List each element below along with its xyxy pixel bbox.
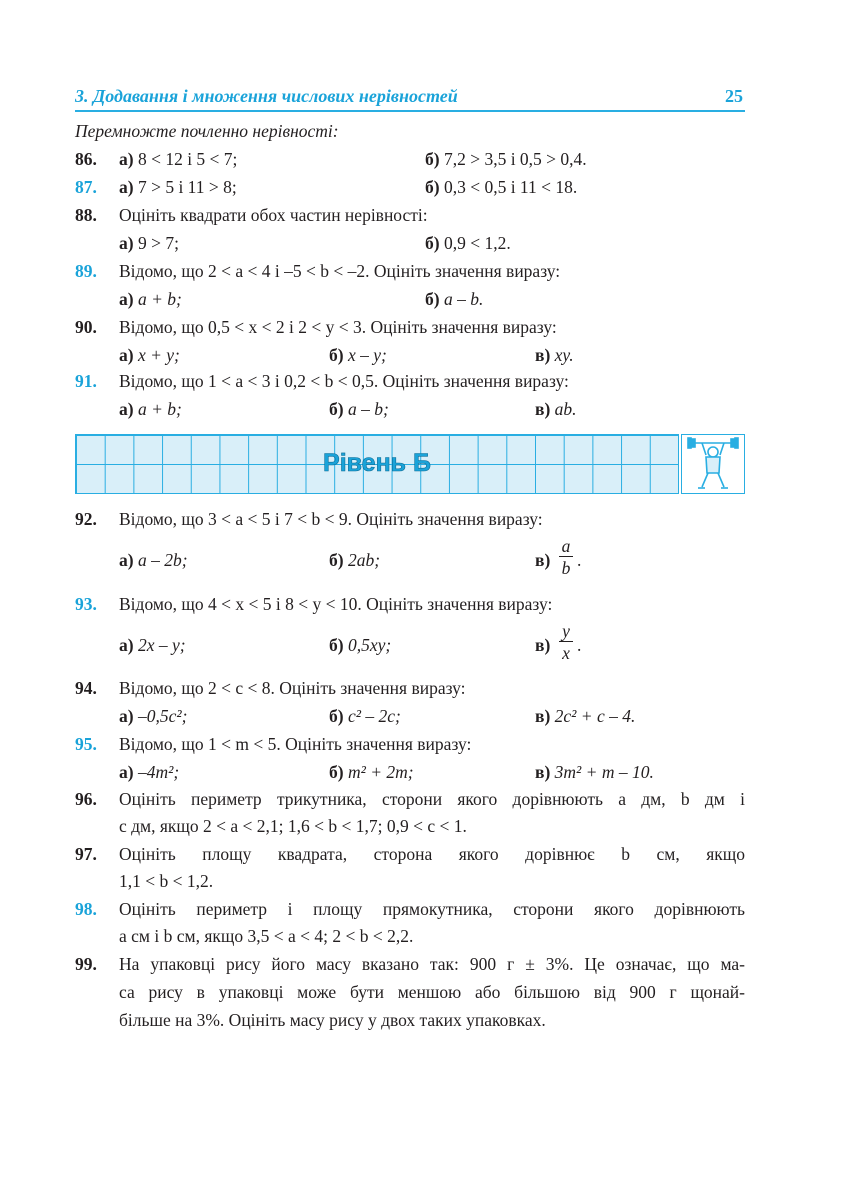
level-banner — [75, 434, 745, 494]
item-label-b: б) — [329, 635, 344, 655]
exercise-number: 86. — [75, 149, 97, 169]
banner-title: Рівень Б — [323, 449, 431, 477]
item-b: x – y; — [347, 345, 387, 365]
exercise-text: са рису в упаковці може бути меншою або більшою від 900 г щонай- — [119, 982, 745, 1002]
item-a: 9 > 7; — [137, 233, 179, 253]
item-a: 7 > 5 і 11 > 8; — [137, 177, 237, 197]
item-c: ab. — [554, 399, 577, 419]
item-label-a: а) — [119, 233, 134, 253]
exercise-number: 95. — [75, 734, 97, 754]
weightlifter-icon — [681, 434, 745, 494]
item-label-b: б) — [425, 233, 440, 253]
item-a: a + b; — [137, 399, 182, 419]
fraction-numerator: y — [562, 621, 570, 641]
exercise-text: Відомо, що 1 < m < 5. Оцініть значення виразу: — [119, 734, 472, 754]
exercise-number: 89. — [75, 261, 97, 281]
item-label-c: в) — [535, 399, 551, 419]
fraction-denominator: x — [562, 643, 570, 663]
exercise-text: 1,1 < b < 1,2. — [119, 871, 214, 891]
item-label-c: в) — [535, 550, 551, 570]
fraction-numerator: a — [561, 536, 571, 556]
item-label-a: а) — [119, 635, 134, 655]
item-label-b: б) — [329, 706, 344, 726]
item-b: a – b. — [443, 289, 484, 309]
item-c: 3m² + m – 10. — [554, 762, 654, 782]
item-label-a: а) — [119, 399, 134, 419]
item-a: –4m²; — [137, 762, 180, 782]
item-c-end: . — [577, 635, 582, 655]
exercise-number: 92. — [75, 509, 97, 529]
item-a: –0,5c²; — [137, 706, 188, 726]
exercise-text: Відомо, що 1 < a < 3 і 0,2 < b < 0,5. Оцініть значення виразу: — [119, 371, 569, 391]
item-label-c: в) — [535, 345, 551, 365]
item-b: 2ab; — [347, 550, 381, 570]
exercise-number: 88. — [75, 205, 97, 225]
exercise-number: 90. — [75, 317, 97, 337]
item-b: 0,3 < 0,5 і 11 < 18. — [443, 177, 578, 197]
item-label-a: а) — [119, 177, 134, 197]
exercise-number: 96. — [75, 789, 97, 809]
item-a: 2x – y; — [137, 635, 186, 655]
item-label-b: б) — [425, 289, 440, 309]
page-header — [75, 86, 745, 112]
item-label-b: б) — [329, 550, 344, 570]
exercise-number: 98. — [75, 899, 97, 919]
exercise-text: Оцініть квадрати обох частин нерівності: — [119, 205, 428, 225]
item-c: 2c² + c – 4. — [554, 706, 636, 726]
exercise-text: більше на 3%. Оцініть масу рису у двох таких упаковках. — [119, 1010, 546, 1030]
item-label-b: б) — [329, 345, 344, 365]
fraction-denominator: b — [561, 558, 571, 578]
exercise-text: Відомо, що 2 < c < 8. Оцініть значення виразу: — [119, 678, 466, 698]
item-label-c: в) — [535, 706, 551, 726]
exercise-text: Оцініть площу квадрата, сторона якого дорівнює b см, якщо — [119, 844, 745, 864]
exercise-number: 93. — [75, 594, 97, 614]
item-a: x + y; — [137, 345, 180, 365]
section-title: 3. Додавання і множення числових нерівностей — [75, 86, 458, 106]
exercise-text: Відомо, що 2 < a < 4 і –5 < b < –2. Оцініть значення виразу: — [119, 261, 561, 281]
item-label-b: б) — [329, 762, 344, 782]
exercise-text: На упаковці рису його масу вказано так: 900 г ± 3%. Це означає, що ма- — [119, 954, 745, 974]
exercise-number: 97. — [75, 844, 97, 864]
exercise-number: 91. — [75, 371, 97, 391]
page-number: 25 — [725, 86, 743, 106]
exercise-text: a см і b см, якщо 3,5 < a < 4; 2 < b < 2,2. — [119, 926, 414, 946]
item-b: 0,9 < 1,2. — [443, 233, 511, 253]
item-label-b: б) — [425, 177, 440, 197]
item-label-a: а) — [119, 762, 134, 782]
exercise-number: 94. — [75, 678, 97, 698]
item-label-a: а) — [119, 345, 134, 365]
exercise-text: Оцініть периметр трикутника, сторони якого дорівнюють a дм, b дм і — [119, 789, 745, 809]
exercise-text: Оцініть периметр і площу прямокутника, сторони якого дорівнюють — [119, 899, 745, 919]
exercise-text: Відомо, що 3 < a < 5 і 7 < b < 9. Оцініть значення виразу: — [119, 509, 543, 529]
exercise-text: Відомо, що 0,5 < x < 2 і 2 < y < 3. Оцініть значення виразу: — [119, 317, 557, 337]
exercise-text: Відомо, що 4 < x < 5 і 8 < y < 10. Оцініть значення виразу: — [119, 594, 553, 614]
item-label-a: а) — [119, 289, 134, 309]
intro-text: Перемножте почленно нерівності: — [75, 121, 339, 141]
item-a: a – 2b; — [137, 550, 188, 570]
item-label-b: б) — [329, 399, 344, 419]
item-b: 7,2 > 3,5 і 0,5 > 0,4. — [443, 149, 587, 169]
exercise-number: 99. — [75, 954, 97, 974]
exercise-text: c дм, якщо 2 < a < 2,1; 1,6 < b < 1,7; 0,9 < c < 1. — [119, 816, 467, 836]
item-c: xy. — [554, 345, 574, 365]
exercise-number: 87. — [75, 177, 97, 197]
item-label-a: а) — [119, 149, 134, 169]
item-label-a: а) — [119, 550, 134, 570]
item-b: c² – 2c; — [347, 706, 401, 726]
item-b: m² + 2m; — [347, 762, 414, 782]
item-label-a: а) — [119, 706, 134, 726]
item-b: a – b; — [347, 399, 389, 419]
item-c-end: . — [577, 550, 582, 570]
fraction — [559, 620, 573, 664]
item-label-b: б) — [425, 149, 440, 169]
item-label-c: в) — [535, 635, 551, 655]
item-a: 8 < 12 і 5 < 7; — [137, 149, 238, 169]
header-rule — [75, 110, 745, 112]
item-b: 0,5xy; — [347, 635, 392, 655]
item-a: a + b; — [137, 289, 182, 309]
item-label-c: в) — [535, 762, 551, 782]
fraction — [559, 535, 573, 579]
